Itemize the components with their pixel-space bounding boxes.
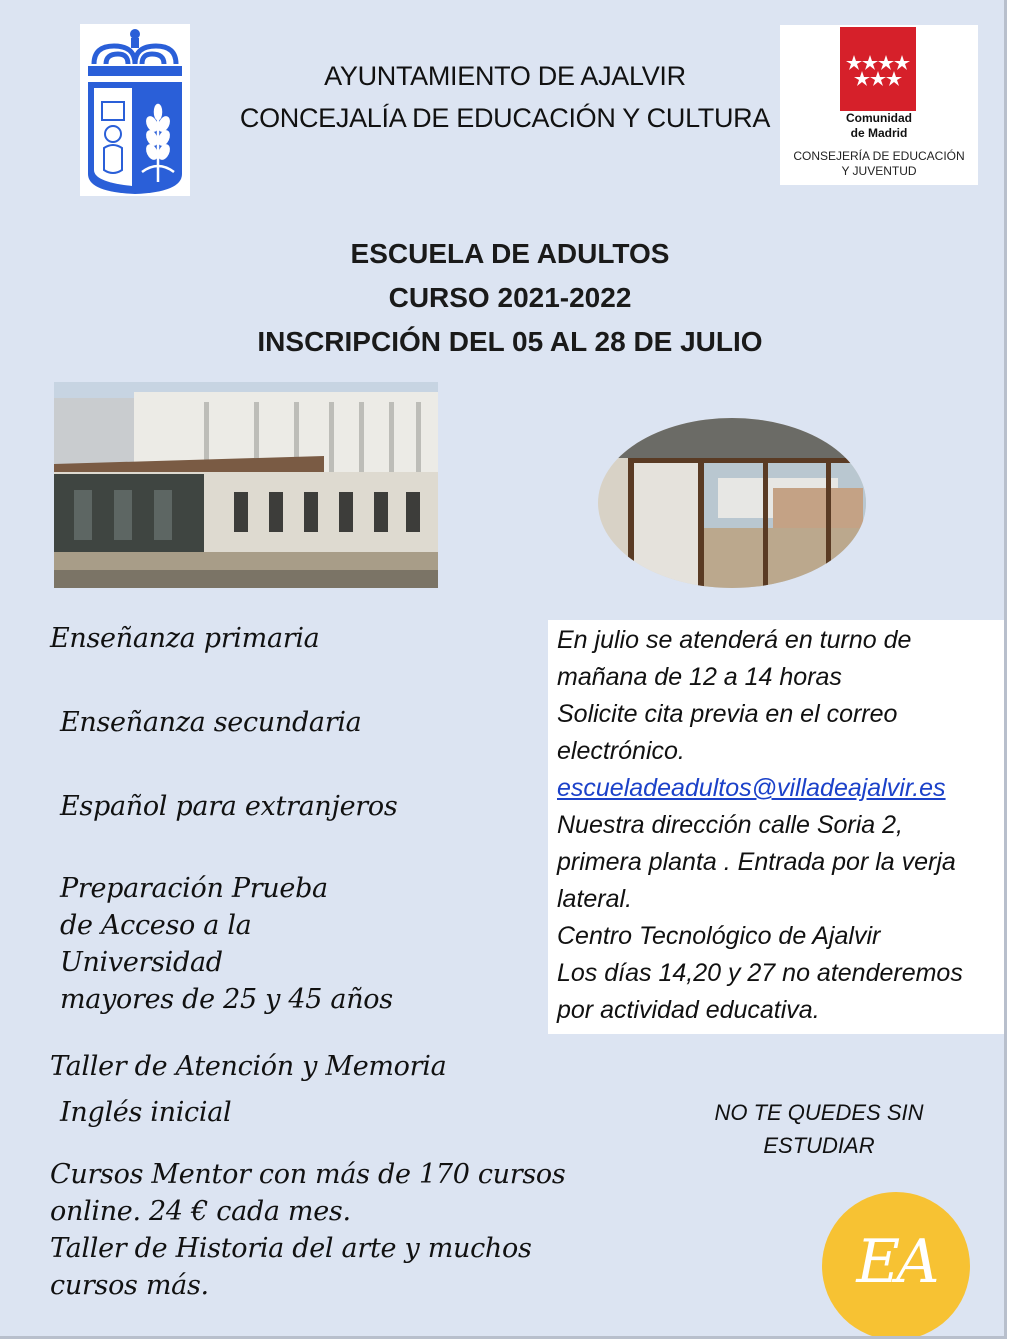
course-primaria: Enseñanza primaria (50, 623, 320, 654)
ajalvir-coat-of-arms-logo (80, 24, 190, 196)
title-school: ESCUELA DE ADULTOS (350, 238, 670, 269)
stars-icon (840, 27, 916, 111)
slogan-line2: ESTUDIAR (763, 1133, 875, 1158)
cm-dept-line1: CONSEJERÍA DE EDUCACIÓN (793, 149, 965, 163)
header-department: CONCEJALÍA DE EDUCACIÓN Y CULTURA (239, 103, 771, 133)
comunidad-de-madrid-logo (780, 25, 978, 185)
cm-department (780, 149, 978, 179)
cm-name (780, 111, 978, 141)
course-mentor-line4: cursos más. (50, 1270, 209, 1301)
info-line-address-3: lateral. (557, 885, 633, 913)
course-mentor-line3: Taller de Historia del arte y muchos (50, 1233, 532, 1264)
info-line-appointment-1: Solicite cita previa en el correo (557, 700, 898, 728)
course-mentor-line2: online. 24 € cada mes. (50, 1196, 351, 1227)
ea-logo-text: EA (856, 1227, 936, 1297)
course-espanol: Español para extranjeros (60, 791, 398, 822)
course-prep-line3: Universidad (60, 947, 223, 978)
poster-title (100, 232, 920, 364)
course-ingles: Inglés inicial (60, 1097, 232, 1128)
info-line-hours-1: En julio se atenderá en turno de (557, 626, 912, 654)
info-text (557, 622, 1007, 1029)
course-prep-line1: Preparación Prueba (60, 873, 328, 904)
building-photo (54, 382, 438, 588)
info-line-centre: Centro Tecnológico de Ajalvir (557, 922, 881, 950)
course-prep-line4: mayores de 25 y 45 años (60, 984, 393, 1015)
info-line-address-1: Nuestra dirección calle Soria 2, (557, 811, 903, 839)
course-taller-memoria: Taller de Atención y Memoria (50, 1051, 447, 1082)
window-photo (598, 418, 866, 588)
header (210, 55, 800, 139)
info-box (548, 620, 1007, 1034)
info-line-closed-days-2: por actividad educativa. (557, 996, 820, 1024)
info-line-hours-2: mañana de 12 a 14 horas (557, 663, 842, 691)
slogan-line1: NO TE QUEDES SIN (714, 1100, 924, 1125)
info-line-appointment-2: electrónico. (557, 737, 685, 765)
cm-dept-line2: Y JUVENTUD (841, 164, 917, 178)
email-link[interactable]: escueladeadultos@villadeajalvir.es (557, 774, 946, 802)
info-line-address-2: primera planta . Entrada por la verja (557, 848, 956, 876)
course-prep-line2: de Acceso a la (60, 910, 252, 941)
course-mentor-line1: Cursos Mentor con más de 170 cursos (50, 1159, 566, 1190)
cm-name-line1: Comunidad (846, 111, 912, 125)
madrid-flag-icon (840, 27, 916, 111)
ea-logo-badge (822, 1192, 970, 1339)
info-line-closed-days-1: Los días 14,20 y 27 no atenderemos (557, 959, 963, 987)
slogan (700, 1096, 938, 1162)
cm-name-line2: de Madrid (850, 126, 908, 140)
header-municipality: AYUNTAMIENTO DE AJALVIR (324, 61, 686, 91)
course-secundaria: Enseñanza secundaria (60, 707, 362, 738)
title-enrollment-dates: INSCRIPCIÓN DEL 05 AL 28 DE JULIO (257, 326, 763, 357)
title-course-year: CURSO 2021-2022 (388, 282, 632, 313)
